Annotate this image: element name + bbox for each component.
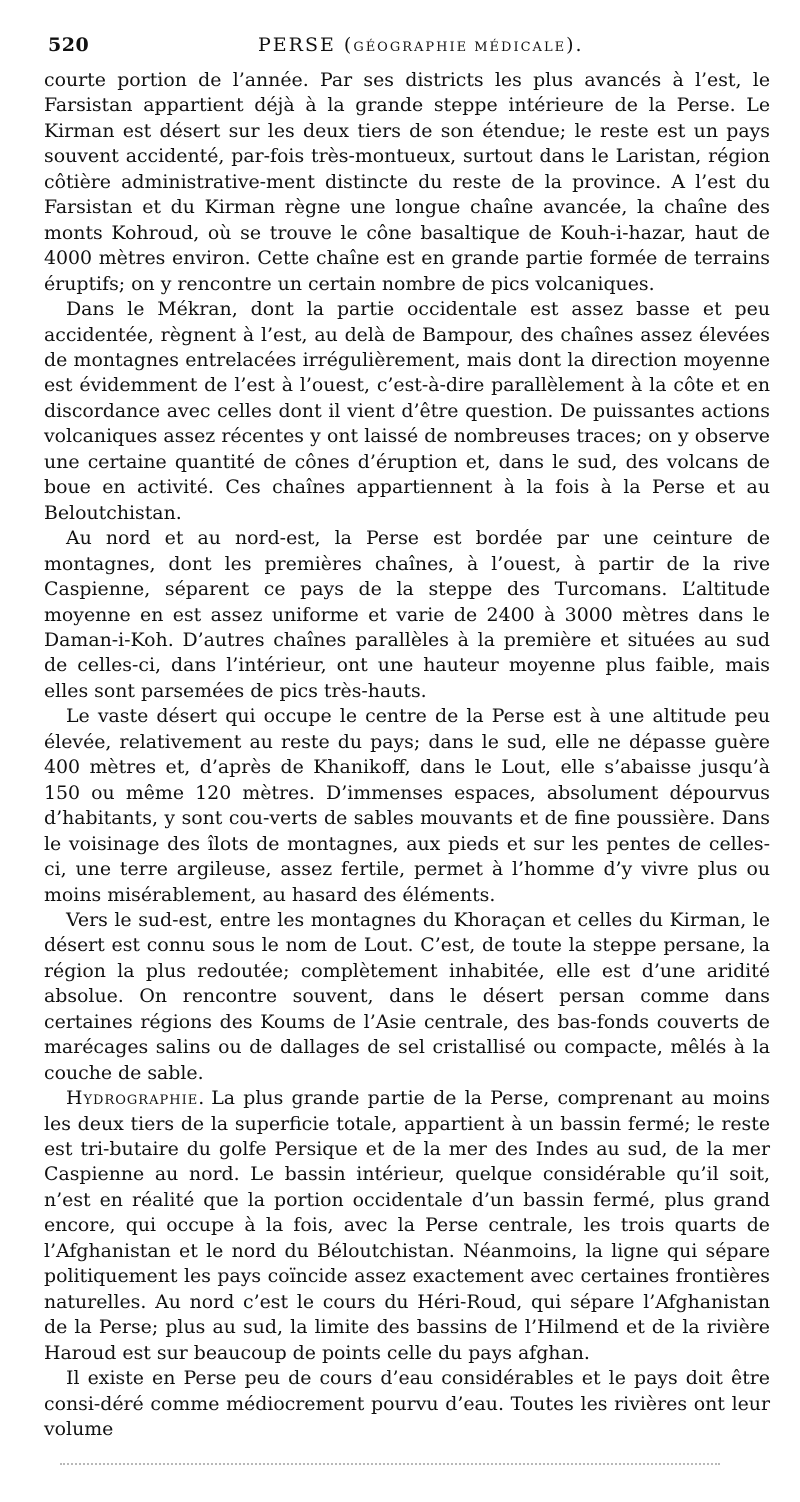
paragraph-mekran: Dans le Mékran, dont la partie occidentale est assez basse et peu accidentée, règnent à l’est, au delà de Bampour, des chaînes assez élevées de montagnes entrelacées irrégulièrement, mais dont la direction moyenne est évidemment de l’est à l’ouest, c’est-à-dire parallèlement à la côte et en discordance avec celles dont il vient d’être question. De puissantes actions volcaniques assez récentes y ont laissé de nombreuses traces; on y observe une certaine quantité de cônes d’éruption et, dans le sud, des volcans de boue en activité. Ces chaînes appartiennent à la fois à la Perse et au Beloutchistan.	[44, 298, 770, 524]
section-heading-hydrographie: Hydrographie.	[66, 1087, 206, 1110]
footer-rule	[60, 1463, 720, 1467]
running-title	[258, 34, 584, 56]
body-text	[44, 68, 770, 1442]
paragraph-central-desert: Le vaste désert qui occupe le centre de la Perse est à une altitude peu élevée, relativement au reste du pays; dans le sud, elle ne dépasse guère 400 mètres et, d’après de Khanikoff, dans le Lout, elle s’abaisse jusqu’à 150 ou même 120 mètres. D’immenses espaces, absolument dépourvus d’habitants, y sont cou-verts de sables mouvants et de fine poussière. Dans le voisinage des îlots de montagnes, aux pieds et sur les pentes de celles-ci, une terre argileuse, assez fertile, permet à l’homme d’y vivre plus ou moins misérablement, au hasard des éléments.	[44, 705, 770, 906]
hydrographie-text: La plus grande partie de la Perse, comprenant au moins les deux tiers de la superficie totale, appartient à un bassin fermé; le reste est tri-butaire du golfe Persique et de la mer des Indes au sud, de la mer Caspienne au nord. Le bassin intérieur, quelque considérable qu’il soit, n’est en réalité que la portion occidentale d’un bassin fermé, plus grand encore, qui occupe à la fois, avec la Perse centrale, les trois quarts de l’Afghanistan et le nord du Béloutchistan. Néanmoins, la ligne qui sépare politiquement les pays coïncide assez exactement avec certaines frontières naturelles. Au nord c’est le cours du Héri-Roud, qui sépare l’Afghanistan de la Perse; plus au sud, la limite des bassins de l’Hilmend et de la rivière Haroud est sur beaucoup de points celle du pays afghan.	[44, 1087, 770, 1364]
paragraph-rivers: Il existe en Perse peu de cours d’eau considérables et le pays doit être consi-déré comme médiocrement pourvu d’eau. Toutes les rivières ont leur volume	[44, 1367, 770, 1441]
running-head	[44, 34, 770, 68]
paragraph-lout: Vers le sud-est, entre les montagnes du Khoraçan et celles du Kirman, le désert est connu sous le nom de Lout. C’est, de toute la steppe persane, la région la plus redoutée; complètement inhabitée, elle est d’une aridité absolue. On rencontre souvent, dans le désert persan comme dans certaines régions des Koums de l’Asie centrale, des bas-fonds couverts de marécages salins ou de dallages de sel cristallisé ou compacte, mêlés à la couche de sable.	[44, 908, 770, 1084]
paragraph-farsistan: courte portion de l’année. Par ses districts les plus avancés à l’est, le Farsistan appartient déjà à la grande steppe intérieure de la Perse. Le Kirman est désert sur les deux tiers de son étendue; le reste est un pays souvent accidenté, par-fois très-montueux, surtout dans le Laristan, région côtière administrative-ment distincte du reste de la province. A l’est du Farsistan et du Kirman règne une longue chaîne avancée, la chaîne des monts Kohroud, où se trouve le cône basaltique de Kouh-i-hazar, haut de 4000 mètres environ. Cette chaîne est en grande partie formée de terrains éruptifs; on y rencontre un certain nombre de pics volcaniques.	[44, 69, 770, 295]
paragraph-hydrographie	[44, 1086, 770, 1366]
paragraph-north-mountains: Au nord et au nord-est, la Perse est bordée par une ceinture de montagnes, dont les premières chaînes, à l’ouest, à partir de la rive Caspienne, séparent ce pays de la steppe des Turcomans. L’altitude moyenne en est assez uniforme et varie de 2400 à 3000 mètres dans le Daman-i-Koh. D’autres chaînes parallèles à la première et situées au sud de celles-ci, dans l’intérieur, ont une hauteur moyenne plus faible, mais elles sont parsemées de pics très-hauts.	[44, 527, 770, 702]
running-title-main: PERSE (	[258, 34, 354, 56]
running-title-close: ).	[566, 34, 584, 56]
running-title-subject: GÉOGRAPHIE MÉDICALE	[353, 40, 567, 55]
page-number: 520	[48, 34, 90, 56]
